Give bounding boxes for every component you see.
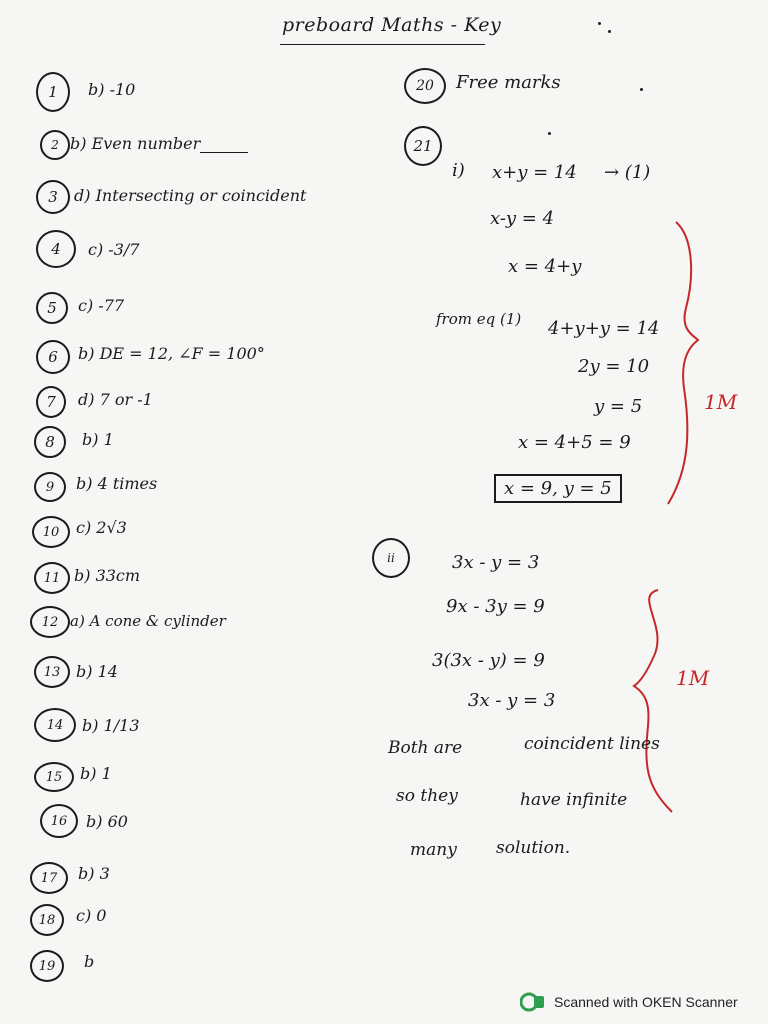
question-number-4: 4 — [36, 230, 76, 268]
question-number-18: 18 — [30, 904, 64, 936]
answer-3: d) Intersecting or coincident — [74, 186, 307, 205]
q21-ii-equation-4: 3x - y = 3 — [468, 690, 556, 711]
question-number-17: 17 — [30, 862, 68, 894]
q21-ii-text-1a: Both are — [388, 738, 463, 758]
answer-1: b) -10 — [88, 80, 136, 99]
q21-i-equation-1-ref: → (1) — [604, 162, 651, 183]
q21-i-result-box: x = 9, y = 5 — [494, 474, 622, 503]
question-number-8: 8 — [34, 426, 66, 458]
q21-i-equation-2: x-y = 4 — [490, 208, 555, 229]
stray-dot — [608, 30, 611, 33]
answer-13: b) 14 — [76, 662, 118, 681]
answer-17: b) 3 — [78, 864, 110, 883]
answer-14: b) 1/13 — [82, 716, 140, 735]
answer-18: c) 0 — [76, 906, 107, 925]
stray-dot — [640, 88, 643, 91]
stray-dot — [548, 132, 551, 135]
answer-2: b) Even number — [70, 134, 201, 153]
question-number-14: 14 — [34, 708, 76, 742]
q21-ii-equation-2: 9x - 3y = 9 — [446, 596, 545, 617]
answer-4: c) -3/7 — [88, 240, 140, 259]
answer-20: Free marks — [456, 72, 561, 93]
answer-11: b) 33cm — [74, 566, 141, 585]
question-number-7: 7 — [36, 386, 66, 418]
q21-ii-equation-3: 3(3x - y) = 9 — [432, 650, 545, 671]
question-number-5: 5 — [36, 292, 68, 324]
q21-ii-equation-1: 3x - y = 3 — [452, 552, 540, 573]
question-number-13: 13 — [34, 656, 70, 688]
question-number-1: 1 — [36, 72, 70, 112]
scanner-watermark — [520, 992, 738, 1012]
answer-10: c) 2√3 — [76, 518, 127, 537]
question-number-21: 21 — [404, 126, 442, 166]
question-number-2: 2 — [40, 130, 70, 160]
answer-8: b) 1 — [82, 430, 114, 449]
title-underline — [280, 44, 485, 45]
q21-i-step-3: y = 5 — [594, 396, 643, 417]
answer-12: a) A cone & cylinder — [70, 612, 226, 630]
q21-i-equation-3: x = 4+y — [508, 256, 582, 277]
q21-i-from-label: from eq (1) — [436, 310, 522, 328]
answer-19: b — [84, 952, 95, 971]
scanner-logo-icon — [520, 992, 546, 1012]
question-number-9: 9 — [34, 472, 66, 502]
q21-ii-marks: 1M — [676, 666, 710, 690]
q21-part-i-label: i) — [452, 160, 465, 181]
q21-i-step-2: 2y = 10 — [578, 356, 650, 377]
red-brace-ii — [628, 586, 674, 816]
q21-part-ii-label: ii — [372, 538, 410, 578]
stray-dot — [598, 22, 601, 25]
question-number-15: 15 — [34, 762, 74, 792]
scanner-watermark-text: Scanned with OKEN Scanner — [554, 994, 738, 1010]
question-number-20: 20 — [404, 68, 446, 104]
question-number-10: 10 — [32, 516, 70, 548]
answer-15: b) 1 — [80, 764, 112, 783]
q21-i-step-4: x = 4+5 = 9 — [518, 432, 631, 453]
answer-16: b) 60 — [86, 812, 128, 831]
q21-ii-text-3a: many — [410, 840, 457, 860]
question-number-3: 3 — [36, 180, 70, 214]
q21-i-equation-1: x+y = 14 — [492, 162, 577, 183]
answer-9: b) 4 times — [76, 474, 158, 493]
q21-i-marks: 1M — [704, 390, 738, 414]
underline-stroke — [200, 152, 248, 153]
page-title: preboard Maths - Key — [282, 14, 502, 36]
q21-i-step-1: 4+y+y = 14 — [548, 318, 660, 339]
red-brace-i — [660, 218, 700, 508]
q21-ii-text-3b: solution. — [496, 838, 571, 858]
answer-7: d) 7 or -1 — [78, 390, 153, 409]
question-number-16: 16 — [40, 804, 78, 838]
answer-5: c) -77 — [78, 296, 125, 315]
question-number-19: 19 — [30, 950, 64, 982]
question-number-6: 6 — [36, 340, 70, 374]
answer-6: b) DE = 12, ∠F = 100° — [78, 344, 265, 363]
q21-ii-text-2a: so they — [396, 786, 458, 806]
question-number-12: 12 — [30, 606, 70, 638]
q21-ii-text-1b: coincident lines — [524, 734, 660, 754]
q21-ii-text-2b: have infinite — [520, 790, 628, 810]
question-number-11: 11 — [34, 562, 70, 594]
